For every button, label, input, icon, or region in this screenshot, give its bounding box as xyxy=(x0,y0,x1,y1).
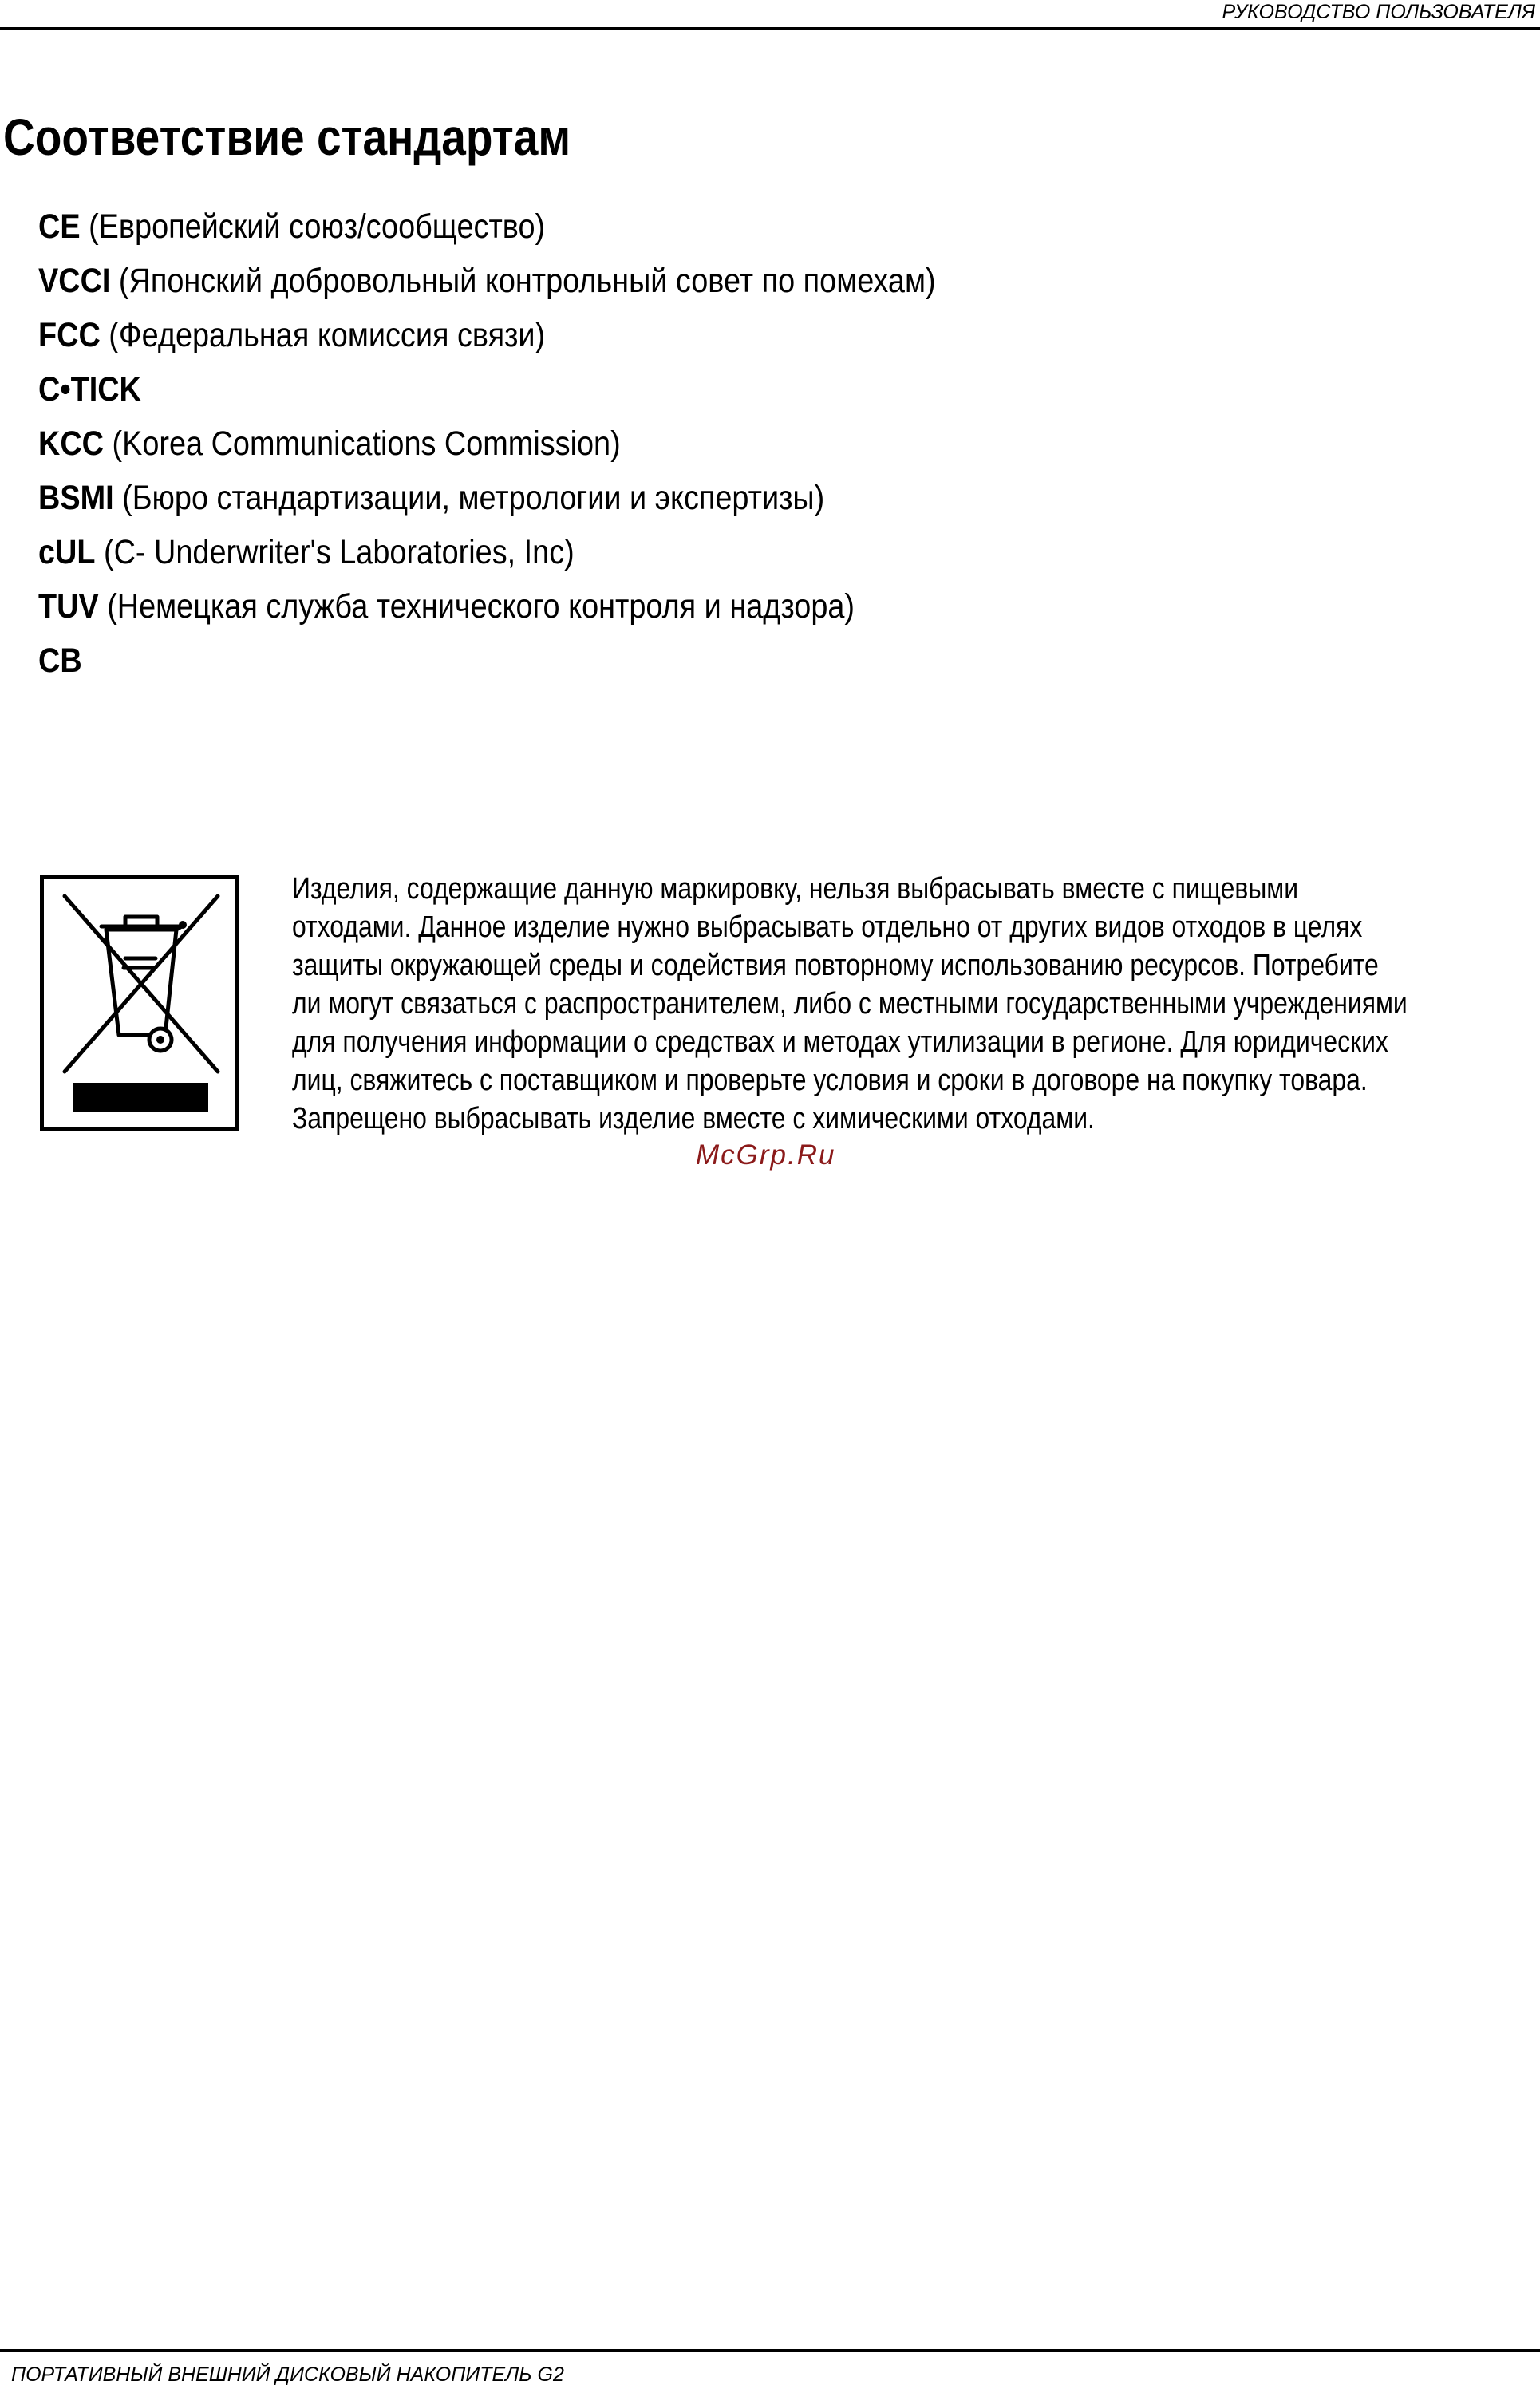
standard-item-bsmi xyxy=(38,471,936,525)
standard-code: FCC xyxy=(38,316,101,354)
running-header: РУКОВОДСТВО ПОЛЬЗОВАТЕЛЯ xyxy=(1222,1,1535,23)
standard-description: (Немецкая служба технического контроля и надзора) xyxy=(107,587,855,626)
standard-item-ce xyxy=(38,199,936,254)
weee-symbol-frame xyxy=(40,875,239,1131)
standard-code: KCC xyxy=(38,425,104,463)
standard-item-vcci xyxy=(38,254,936,308)
crossed-out-wheelie-bin-icon xyxy=(44,879,235,1127)
standard-item-fcc xyxy=(38,308,936,362)
footer-divider xyxy=(0,2349,1540,2352)
standard-description: (Korea Communications Commission) xyxy=(112,425,621,463)
standard-description: (Федеральная комиссия связи) xyxy=(109,316,546,354)
notice-line: Изделия, содержащие данную маркировку, нельзя выбрасывать вместе с пищевыми xyxy=(292,872,1299,906)
standard-code: TUV xyxy=(38,587,99,626)
running-footer: ПОРТАТИВНЫЙ ВНЕШНИЙ ДИСКОВЫЙ НАКОПИТЕЛЬ G2 xyxy=(11,2363,564,2386)
watermark: McGrp.Ru xyxy=(696,1139,836,1171)
header-divider xyxy=(0,27,1540,30)
standards-list xyxy=(38,199,1058,688)
weee-disposal-notice xyxy=(292,870,1537,1138)
standard-code: VCCI xyxy=(38,262,111,300)
standard-item-tuv xyxy=(38,579,936,634)
notice-line: ли могут связаться с распространителем, либо с местными государственными учреждениями xyxy=(292,987,1408,1021)
notice-line: для получения информации о средствах и методах утилизации в регионе. Для юридических xyxy=(292,1025,1388,1059)
standard-code: C•TICK xyxy=(38,370,141,409)
standard-code: BSMI xyxy=(38,479,114,517)
standard-description: (Японский добровольный контрольный совет по помехам) xyxy=(118,262,936,300)
standard-item-kcc xyxy=(38,417,936,471)
standard-code: CE xyxy=(38,207,81,246)
standard-item-cul xyxy=(38,525,936,579)
standard-code: CB xyxy=(38,642,82,680)
standard-description: (Бюро стандартизации, метрологии и экспертизы) xyxy=(122,479,825,517)
notice-line: защиты окружающей среды и содействия повторному использованию ресурсов. Потребите xyxy=(292,949,1379,982)
standard-description: (C- Underwriter's Laboratories, Inc) xyxy=(104,533,575,571)
standard-item-cb xyxy=(38,634,936,688)
notice-line: лиц, свяжитесь с поставщиком и проверьте условия и сроки в договоре на покупку товара. xyxy=(292,1064,1368,1097)
standard-description: (Европейский союз/сообщество) xyxy=(89,207,546,246)
notice-line: отходами. Данное изделие нужно выбрасывать отдельно от других видов отходов в целях xyxy=(292,910,1363,944)
notice-line: Запрещено выбрасывать изделие вместе с химическими отходами. xyxy=(292,1102,1095,1135)
page-title: Соответствие стандартам xyxy=(3,109,571,166)
standard-item-ctick xyxy=(38,362,936,417)
standard-code: cUL xyxy=(38,533,96,571)
